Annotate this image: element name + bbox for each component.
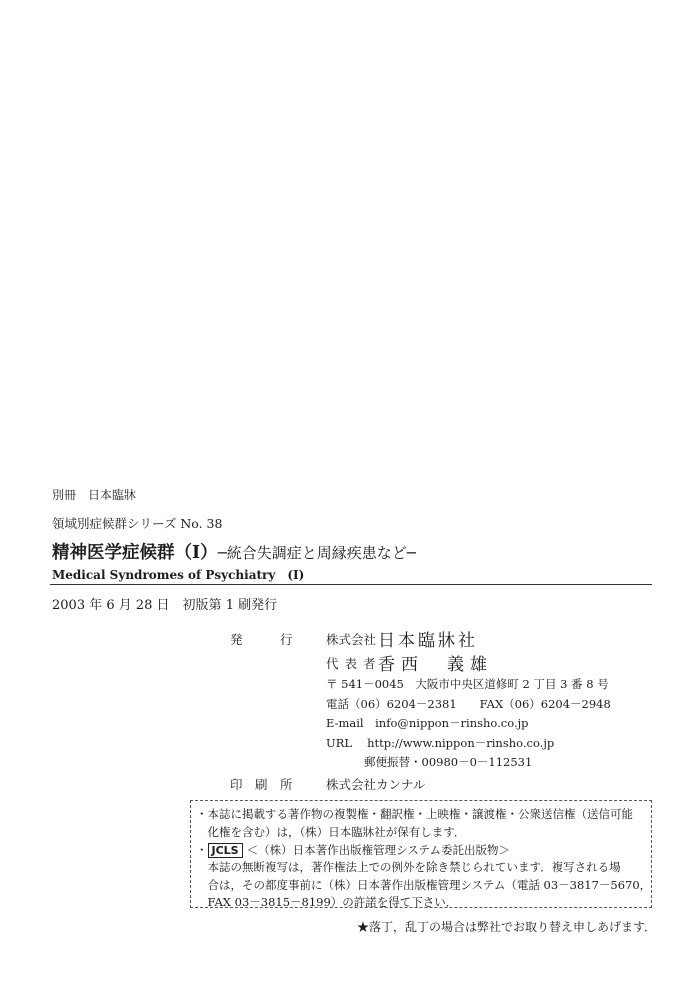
- copyright-line-1: ・本誌に掲載する著作物の複製権・翻訳権・上映権・譲渡権・公衆送信権（送信可能: [196, 807, 633, 821]
- replacement-notice: ★落丁，乱丁の場合は弊社でお取り替え申しあげます．: [357, 920, 657, 934]
- copyright-line-6: FAX 03－3815－8199）の許諾を得て下さい．: [196, 895, 458, 909]
- jcls-bullet: ・: [196, 843, 208, 857]
- publisher-name: 日本臨牀社: [378, 631, 478, 651]
- jcls-line: [196, 842, 510, 858]
- representative-name: 香西 義雄: [378, 655, 493, 675]
- book-title: [52, 539, 416, 564]
- book-subtitle: ─統合失調症と周縁疾患など─: [217, 544, 416, 562]
- copyright-line-4: 本誌の無断複写は，著作権法上での例外を除き禁じられています．複写される場: [196, 860, 621, 874]
- book-title-main: 精神医学症候群（Ⅰ）: [52, 543, 218, 563]
- series-name: 別冊 日本臨牀: [52, 488, 137, 502]
- address: 〒 541－0045 大阪市中央区道修町 2 丁目 3 番 8 号: [326, 677, 609, 691]
- publisher-label: 発 行: [230, 632, 293, 647]
- divider: [50, 584, 652, 585]
- publication-date: 2003 年 6 月 28 日 初版第 1 刷発行: [52, 598, 278, 613]
- publisher-prefix: 株式会社: [326, 632, 377, 647]
- book-title-english: Medical Syndromes of Psychiatry (Ⅰ): [52, 568, 305, 582]
- phone-fax: 電話（06）6204－2381 FAX（06）6204－2948: [326, 697, 611, 711]
- jcls-badge: JCLS: [208, 843, 243, 858]
- printer-label: 印 刷 所: [230, 777, 293, 792]
- copyright-line-5: 合は，その都度事前に（株）日本著作出版権管理システム（電話 03－3817－5670，: [196, 878, 652, 892]
- representative-label: 代 表 者: [326, 656, 377, 671]
- series-number: 領域別症候群シリーズ No. 38: [52, 516, 223, 531]
- postal-transfer: 郵便振替・00980－0－112531: [364, 755, 533, 769]
- jcls-text: ＜（株）日本著作出版権管理システム委託出版物＞: [246, 843, 510, 857]
- website-url[interactable]: URL http://www.nippon－rinsho.co.jp: [326, 736, 555, 750]
- email[interactable]: E-mail info@nippon－rinsho.co.jp: [326, 716, 529, 730]
- copyright-line-2: 化権を含む）は，（株）日本臨牀社が保有します．: [196, 825, 466, 839]
- printer-name: 株式会社カンナル: [326, 777, 426, 792]
